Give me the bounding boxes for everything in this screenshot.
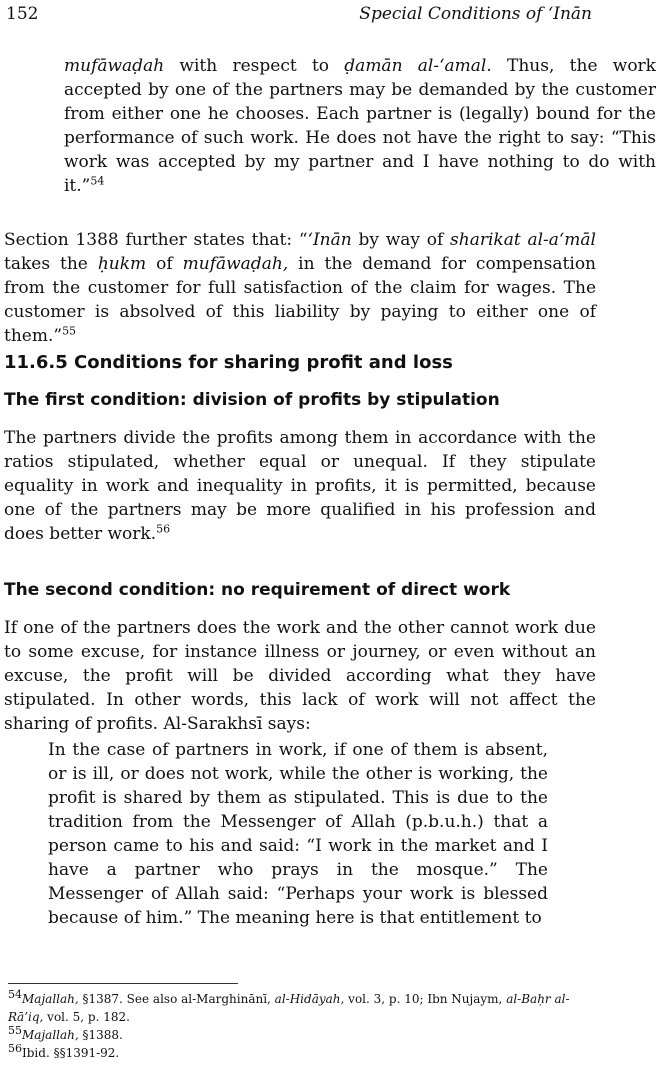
text-run: Ibid. §§1391-92. [22, 1046, 120, 1060]
footnote-55 [8, 1026, 593, 1044]
footnote-ref-55[interactable]: 55 [62, 324, 77, 338]
paragraph-continuation [4, 54, 656, 198]
subheading-second-condition: The second condition: no requirement of direct work [4, 580, 511, 600]
term-inan: ‘Inān [307, 230, 352, 250]
page-header [4, 4, 592, 28]
text-run: §1388. [78, 1028, 123, 1042]
footnote-ref-56[interactable]: 56 [156, 522, 171, 536]
section-heading: 11.6.5 Conditions for sharing profit and loss [4, 352, 453, 373]
footnote-number: 56 [8, 1042, 22, 1055]
term-daman-al-amal: ḍamān al-‘amal. [344, 56, 492, 76]
text-run: with respect to [164, 56, 345, 76]
paragraph-second-condition: If one of the partners does the work and the other cannot work due to some excuse, for instance illness or journey, or even without an excuse, the profit will be divided according what they have stipulated. In other words, this lack of work will not affect the sharing of profits. Al-Sarakhsī says: [4, 618, 596, 734]
footnote-56 [8, 1044, 593, 1062]
text-run: The partners divide the profits among them in accordance with the ratios stipulated, whether equal or unequal. If they stipulate equality in work and inequality in profits, it is permitted, because one of the partners may be more qualified in his profession and does better work. [4, 428, 596, 544]
term-sharikat-al-amal: sharikat al-a‘māl [450, 230, 596, 250]
paragraph-first-condition [4, 426, 596, 546]
text-run: Thus, the work accepted by one of the partners may be demanded by the customer from either one he chooses. Each partner is (legally) bound for the performance of such work. He does not have the right to say: “This work was accepted by my partner and I have nothing to do with it.” [64, 56, 656, 196]
page-number: 152 [6, 4, 39, 24]
footnotes [8, 990, 593, 1062]
text-run: vol. 5, p. 182. [43, 1010, 130, 1024]
text-run: Majallah, [22, 1028, 79, 1042]
term-hukm: ḥukm [97, 254, 147, 274]
text-run: vol. 3, p. 10; Ibn Nujaym, [344, 992, 507, 1006]
text-run: §1387. See also al-Marghinānī, [78, 992, 275, 1006]
text-run: of [146, 254, 183, 274]
text-run: in the demand for compensation from the customer for full satisfaction of the claim for wages. The customer is absolved of this liability by paying to either one of them.” [4, 254, 596, 346]
footnote-ref-54[interactable]: 54 [90, 174, 105, 188]
paragraph-section-1388 [4, 228, 596, 348]
text-run: al-Baḥr al-Rā’iq, [8, 992, 570, 1024]
footnote-number: 54 [8, 988, 22, 1001]
text-run: al-Hidāyah, [274, 992, 345, 1006]
running-title: Special Conditions of ‘Inān [359, 4, 592, 24]
text-run: takes the [4, 254, 98, 274]
text-run: Section 1388 further states that: “ [4, 230, 308, 250]
text-run: Majallah, [22, 992, 79, 1006]
term-mufawadah: mufāwaḍah, [182, 254, 289, 274]
text-run: by way of [351, 230, 451, 250]
footnote-number: 55 [8, 1024, 22, 1037]
term-mufawadah: mufāwaḍah [64, 56, 165, 76]
footnote-divider [8, 983, 238, 984]
subheading-first-condition: The first condition: division of profits by stipulation [4, 390, 500, 410]
block-quote: In the case of partners in work, if one of them is absent, or is ill, or does not work, while the other is working, the profit is shared by them as stipulated. This is due to the tradition from the Messenger of Allah (p.b.u.h.) that a person came to his and said: “I work in the market and I have a partner who prays in the mosque.” The Messenger of Allah said: “Perhaps your work is blessed because of him.” The meaning here is that entitlement to [48, 740, 548, 928]
footnote-54 [8, 990, 593, 1026]
